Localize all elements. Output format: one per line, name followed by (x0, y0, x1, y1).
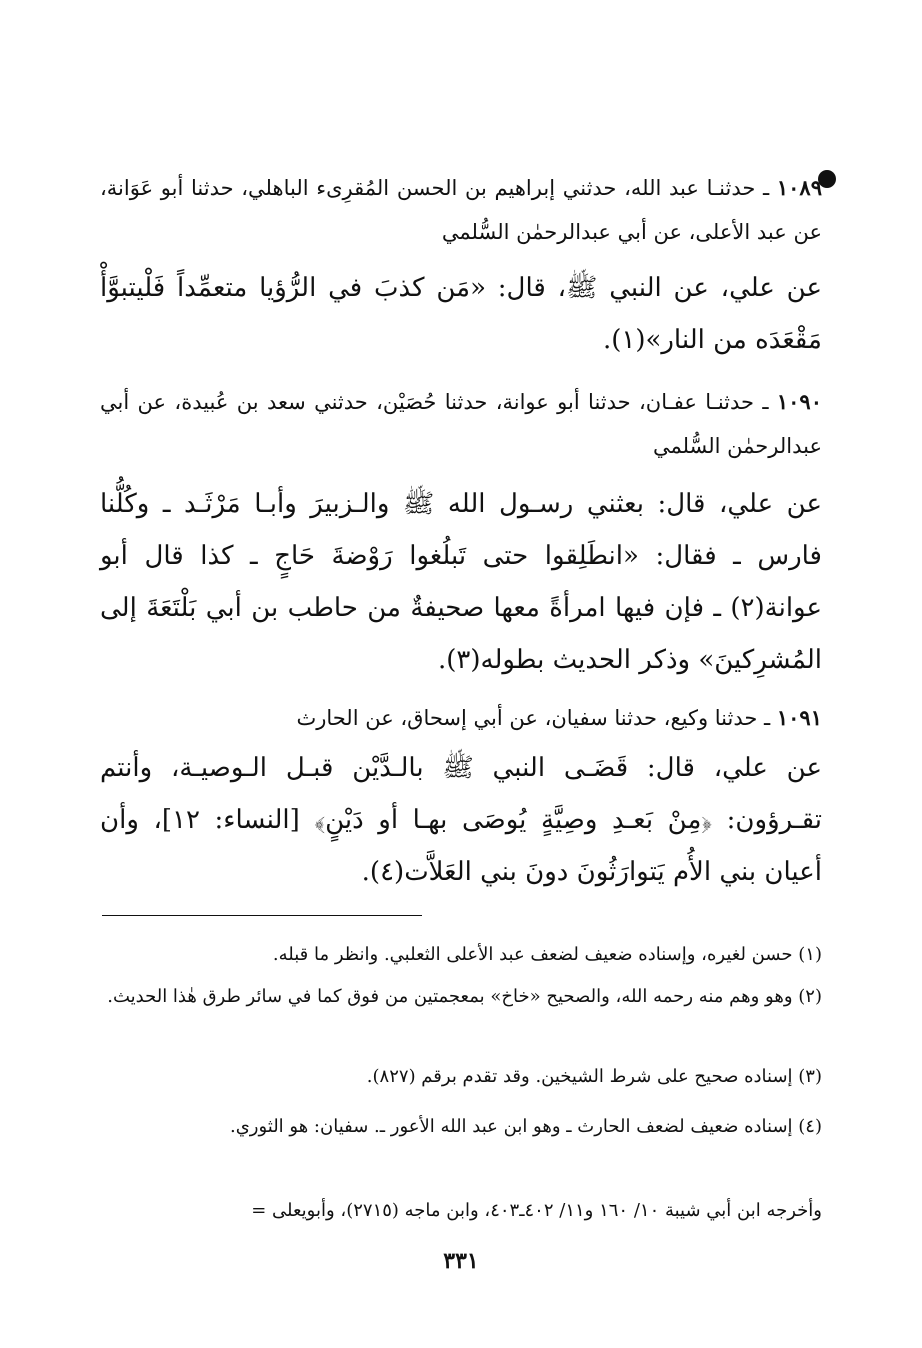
hadith-1091-isnad (100, 696, 822, 740)
footnote: (٤) إسناده ضعيف لضعف الحارث ـ وهو ابن عبد الله الأعور ـ. سفيان: هو الثوري. (229, 1116, 822, 1137)
hadith-1090-matn: عن علي، قال: بعثني رسـول الله ﷺ والـزبيرَ وأبـا مَرْثَـد ـ وكُلُّنا فارس ـ فقال: «انطَلِقوا حتى تَبلُغوا رَوْضةَ حَاجٍ ـ كذا قال أبو عوانة(٢) ـ فإن فيها امرأةً معها صحيفةٌ من حاطب بن أبي بَلْتَعَةَ إلى المُشرِكينَ» وذكر الحديث بطوله(٣). (100, 489, 822, 675)
hadith-1090-isnad (100, 380, 822, 468)
footnote: (٣) إسناده صحيح على شرط الشيخين. وقد تقدم برقم (٨٢٧). (366, 1066, 822, 1087)
page-number: ٣٣١ (443, 1248, 479, 1274)
footnote: (١) حسن لغيره، وإسناده ضعيف لضعف عبد الأعلى الثعلبي. وانظر ما قبله. (272, 944, 822, 965)
footnote: وأخرجه ابن أبي شيبة ١٠/ ١٦٠ و١١/ ٤٠٢ـ٤٠٣، وابن ماجه (٢٧١٥)، وأبويعلى = (251, 1200, 822, 1221)
isnad-text: ـ حدثنا وكيع، حدثنا سفيان، عن أبي إسحاق، عن الحارث (296, 706, 777, 730)
hadith-number: ١٠٩١ (776, 705, 822, 730)
hadith-1089-isnad (100, 166, 822, 254)
hadith-1089-matn: عن علي، عن النبي ﷺ، قال: «مَن كذبَ في الرُّؤيا متعمِّداً فَلْيتبوَّأْ مَقْعَدَه من النار»(١). (100, 273, 822, 355)
hadith-number: ١٠٩٠ (776, 389, 822, 414)
hadith-1091-matn: عن علي، قال: قَضَـى النبي ﷺ بالـدَّيْن قبـل الـوصيـة، وأنتم تقـرؤون: ﴿مِنْ بَعـدِ وصِيَّةٍ يُوصَى بهـا أو دَيْنٍ﴾ [النساء: ١٢]، وأن أعيان بني الأُم يَتوارَثُونَ دونَ بني العَلاَّت(٤). (100, 753, 822, 887)
footnote-separator (102, 915, 422, 916)
footnote: (٢) وهو وهم منه رحمه الله، والصحيح «خاخ» بمعجمتين من فوق كما في سائر طرق هٰذا الحديث. (107, 986, 822, 1007)
isnad-text: ـ حدثنـا عفـان، حدثنا أبو عوانة، حدثنا حُصَيْن، حدثني سعد بن عُبيدة، عن أبي عبدالرحمٰن السُّلمي (100, 390, 822, 458)
hadith-number: ١٠٨٩ (776, 175, 822, 200)
isnad-text: ـ حدثنـا عبد الله، حدثني إبراهيم بن الحسن المُقرِىء الباهلي، حدثنا أبو عَوَانة، عن عبد الأعلى، عن أبي عبدالرحمٰن السُّلمي (100, 176, 822, 244)
